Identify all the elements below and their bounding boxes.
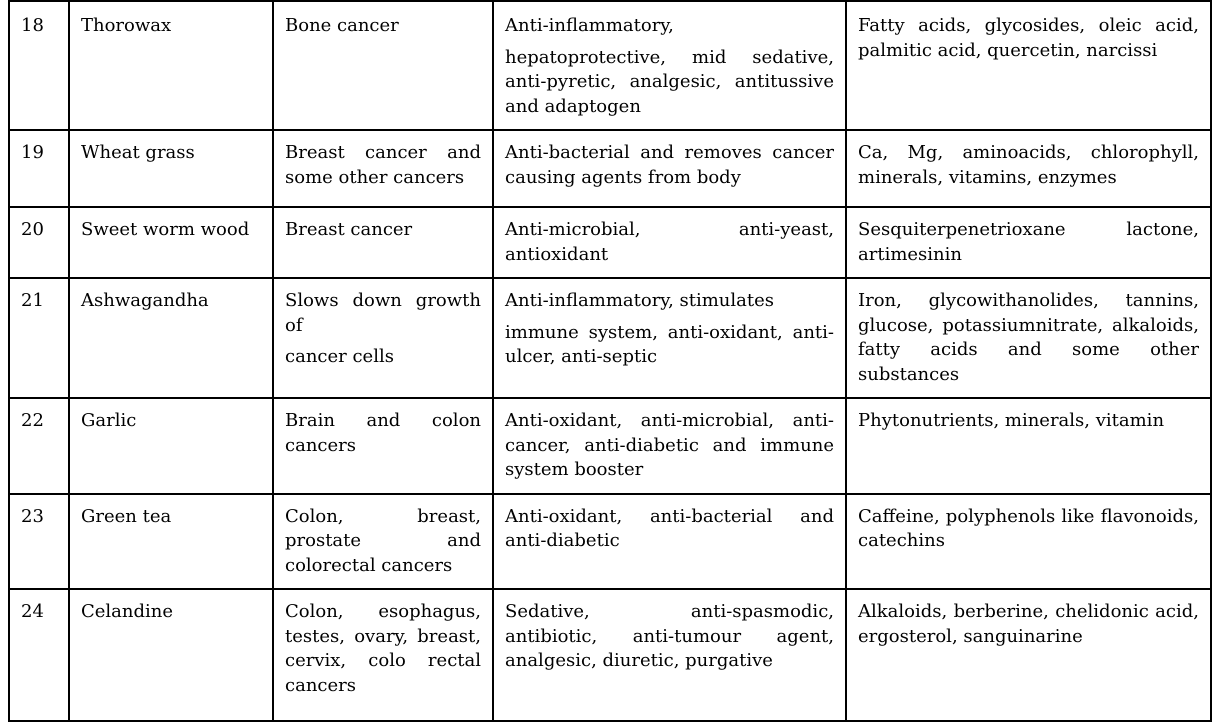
row-number: 23 [9, 494, 69, 590]
table-row [9, 1, 1211, 130]
plant-name: Wheat grass [69, 130, 273, 207]
table-row [9, 589, 1211, 721]
row-number: 24 [9, 589, 69, 721]
row-number: 21 [9, 278, 69, 398]
plant-name: Garlic [69, 398, 273, 494]
plant-name: Ashwagandha [69, 278, 273, 398]
cancer-type: Colon, breast, prostate and colorectal cancers [273, 494, 493, 590]
cancer-type: Brain and colon cancers [273, 398, 493, 494]
medicinal-properties: Anti-inflammatory, hepatoprotective, mid sedative, anti-pyretic, analgesic, antitussive and adaptogen [493, 1, 846, 130]
medicinal-properties: Anti-oxidant, anti-bacterial and anti-diabetic [493, 494, 846, 590]
medicinal-properties: Anti-oxidant, anti-microbial, anti-cancer, anti-diabetic and immune system booster [493, 398, 846, 494]
medicinal-properties: Anti-microbial, anti-yeast, antioxidant [493, 207, 846, 278]
chemical-constituents: Ca, Mg, aminoacids, chlorophyll, minerals, vitamins, enzymes [846, 130, 1211, 207]
row-number: 18 [9, 1, 69, 130]
row-number: 19 [9, 130, 69, 207]
medicinal-properties: Sedative, anti-spasmodic, antibiotic, anti-tumour agent, analgesic, diuretic, purgative [493, 589, 846, 721]
herb-table [8, 0, 1212, 722]
cancer-type: Slows down growth of cancer cells [273, 278, 493, 398]
cancer-type: Colon, esophagus, testes, ovary, breast, cervix, colo rectal cancers [273, 589, 493, 721]
table-row [9, 494, 1211, 590]
chemical-constituents: Caffeine, polyphenols like flavonoids, catechins [846, 494, 1211, 590]
table-row [9, 207, 1211, 278]
table-row [9, 398, 1211, 494]
table-row [9, 278, 1211, 398]
chemical-constituents: Alkaloids, berberine, chelidonic acid, ergosterol, sanguinarine [846, 589, 1211, 721]
plant-name: Celandine [69, 589, 273, 721]
plant-name: Thorowax [69, 1, 273, 130]
chemical-constituents: Fatty acids, glycosides, oleic acid, palmitic acid, quercetin, narcissi [846, 1, 1211, 130]
cancer-type: Breast cancer and some other cancers [273, 130, 493, 207]
chemical-constituents: Iron, glycowithanolides, tannins, glucose, potassiumnitrate, alkaloids, fatty acids and some other substances [846, 278, 1211, 398]
row-number: 20 [9, 207, 69, 278]
chemical-constituents: Sesquiterpenetrioxane lactone, artimesinin [846, 207, 1211, 278]
cancer-type: Bone cancer [273, 1, 493, 130]
row-number: 22 [9, 398, 69, 494]
plant-name: Sweet worm wood [69, 207, 273, 278]
chemical-constituents: Phytonutrients, minerals, vitamin [846, 398, 1211, 494]
cancer-type: Breast cancer [273, 207, 493, 278]
medicinal-properties: Anti-inflammatory, stimulates immune system, anti-oxidant, anti-ulcer, anti-septic [493, 278, 846, 398]
table-row [9, 130, 1211, 207]
plant-name: Green tea [69, 494, 273, 590]
medicinal-properties: Anti-bacterial and removes cancer causing agents from body [493, 130, 846, 207]
